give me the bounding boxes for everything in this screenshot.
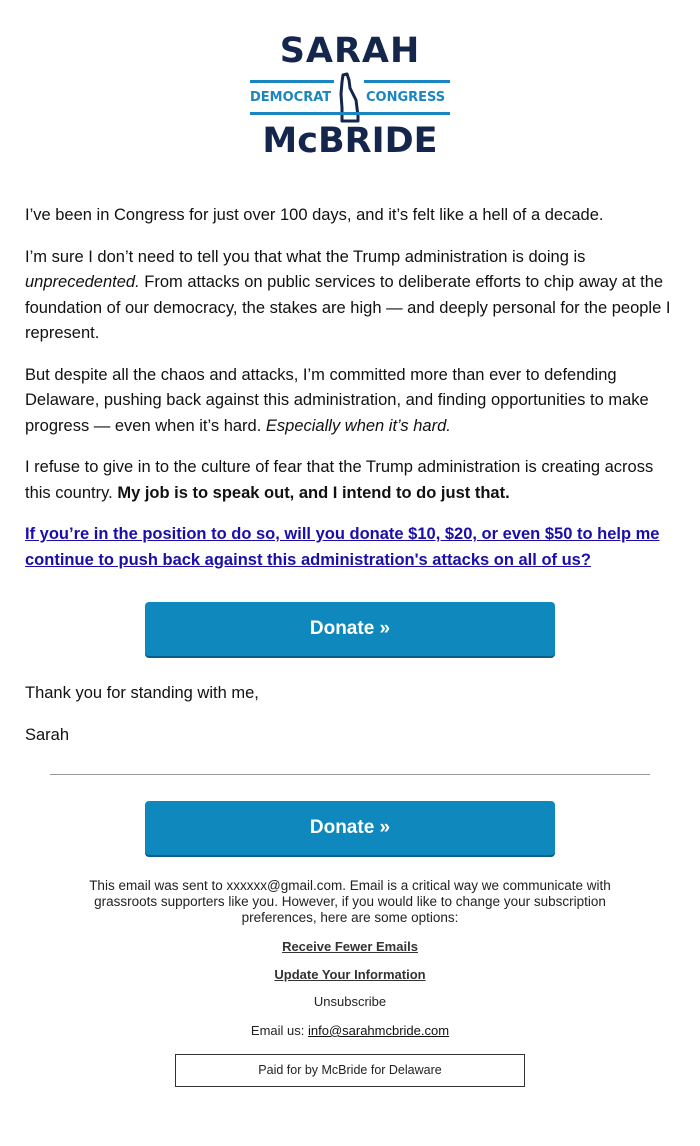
emphasis-speak-out: My job is to speak out, and I intend to do just that.: [117, 483, 510, 502]
paragraph-2: I’m sure I don’t need to tell you that what the Trump administration is doing is unprecedented. From attacks on public services to deliberate efforts to chip away at the foundation of our democracy, the stakes are high — and deeply personal for the people I represent.: [25, 247, 671, 342]
campaign-logo: [248, 30, 452, 164]
emphasis-especially: Especially when it’s hard.: [265, 416, 451, 435]
logo-bottom-line: [250, 112, 450, 115]
donate-cta-link[interactable]: If you’re in the position to do so, will you donate $10, $20, or even $50 to help me continue to push back against this administration's attacks on all of us?: [25, 525, 660, 569]
paragraph-4: I refuse to give in to the culture of fear that the Trump administration is creating across this country. My job is to speak out, and I intend to do just that.: [25, 458, 654, 502]
receive-fewer-emails-link[interactable]: Receive Fewer Emails: [282, 939, 418, 954]
cta-paragraph: [25, 522, 675, 573]
footer-note: This email was sent to xxxxxx@gmail.com. Email is a critical way we communicate with grassroots supporters like you. However, if you would like to change your subscription preferences, here are some options:: [89, 878, 611, 925]
paid-for-disclaimer: Paid for by McBride for Delaware: [175, 1054, 525, 1087]
signoff-thanks: Thank you for standing with me,: [25, 684, 259, 702]
logo-congress-word: CONGRESS: [366, 90, 446, 105]
logo-first-name: SARAH: [279, 31, 421, 71]
email-us-label: Email us:: [250, 1023, 308, 1038]
footer-contact: [150, 1022, 550, 1040]
paragraph-3: But despite all the chaos and attacks, I’m committed more than ever to defending Delaware, pushing back against this administration, and finding opportunities to make progress — even when it’s hard. Especially when it’s hard.: [25, 365, 649, 435]
emphasis-unprecedented: unprecedented.: [25, 273, 140, 291]
contact-email-link[interactable]: info@sarahmcbride.com: [307, 1023, 450, 1038]
logo-last-name: McBRIDE: [262, 121, 438, 161]
donate-button-secondary[interactable]: Donate »: [145, 801, 555, 855]
logo-democrat-word: DEMOCRAT: [250, 90, 332, 105]
email-body: [25, 203, 675, 589]
delaware-state-icon: [334, 72, 364, 124]
update-information-link[interactable]: Update Your Information: [274, 967, 426, 982]
divider: [50, 774, 650, 775]
paragraph-1: I’ve been in Congress for just over 100 days, and it’s felt like a hell of a decade.: [25, 206, 604, 224]
donate-button-primary[interactable]: Donate »: [145, 602, 555, 656]
unsubscribe-link[interactable]: Unsubscribe: [313, 994, 387, 1009]
signoff-name: Sarah: [25, 726, 70, 744]
